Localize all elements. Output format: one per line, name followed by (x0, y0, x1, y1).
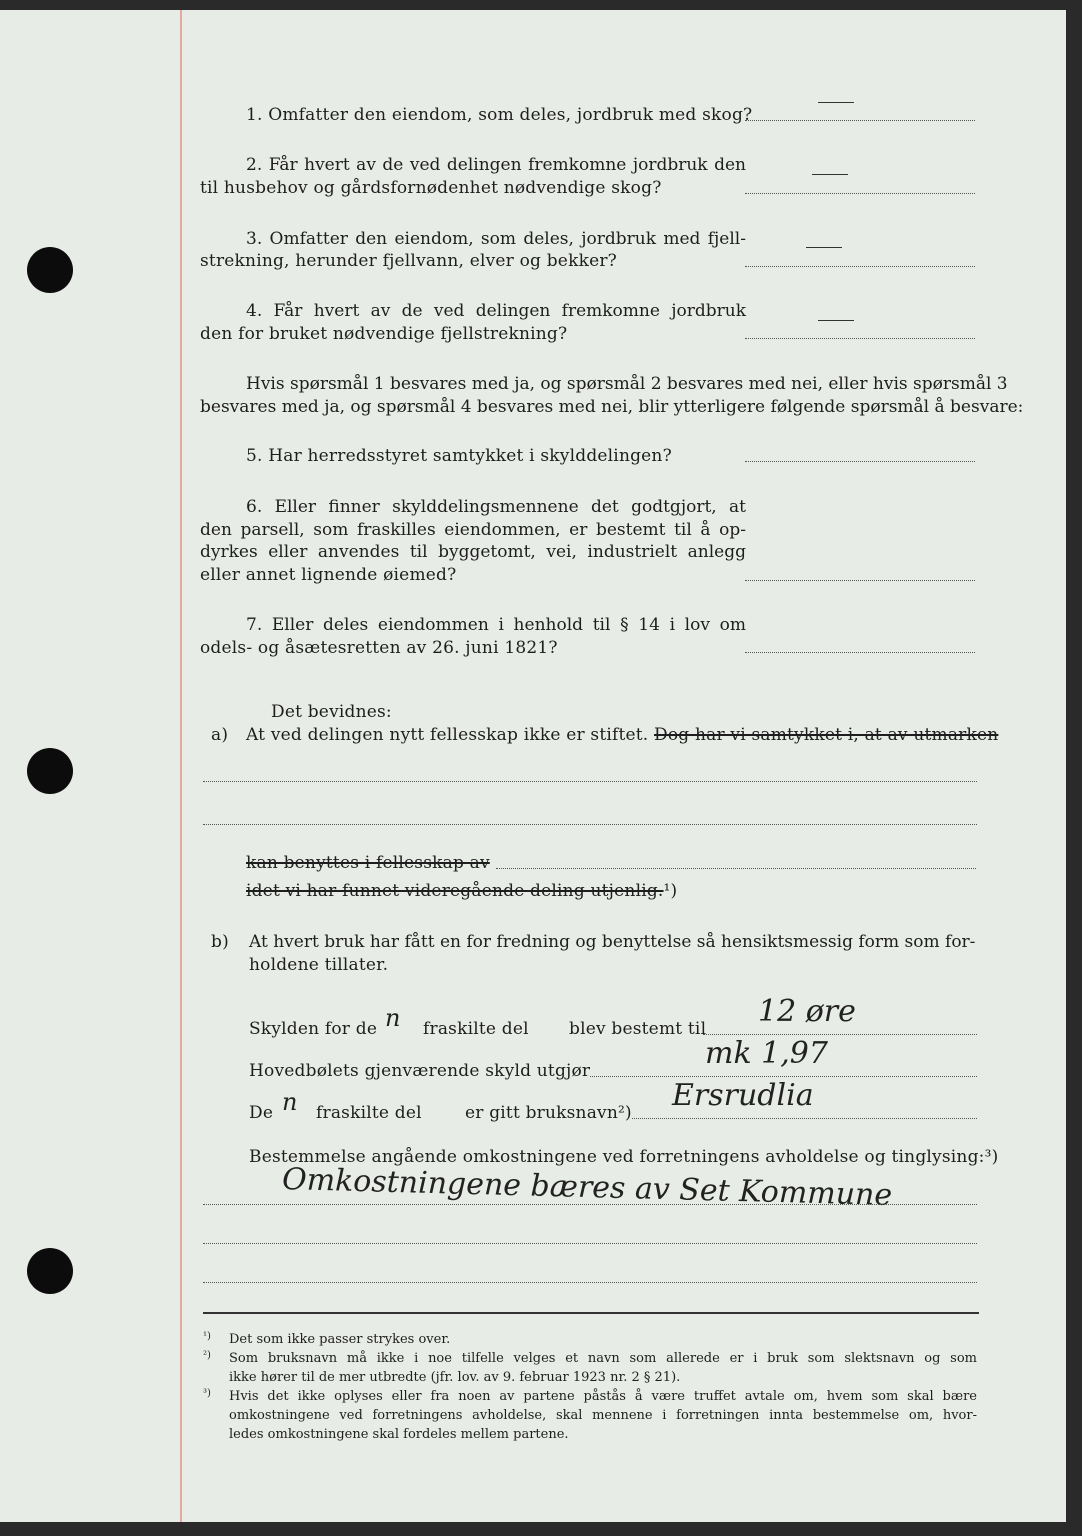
footnote-1-mark: ¹) (203, 1331, 211, 1342)
skyld-line (703, 1034, 977, 1035)
struck-fellesskap: kan benyttes i fellesskap av (246, 853, 490, 873)
form-page (0, 10, 1066, 1522)
bestemmelse-label: Bestemmelse angående omkostningene ved forretningens avholdelse og tinglysing:³) (249, 1147, 999, 1167)
bruksnavn-label-b: fraskilte del (316, 1103, 422, 1123)
punch-hole (27, 1248, 73, 1294)
bruksnavn-label-c: er gitt bruksnavn²) (465, 1103, 632, 1123)
skyld-label-a: Skylden for de (249, 1019, 378, 1039)
answer-line-4 (745, 338, 975, 339)
struck-deling-text: idet vi har funnet videregående deling utjenlig. (246, 881, 664, 901)
hovedbol-value: mk 1,97 (705, 1036, 828, 1071)
footnote-2-line1: Som bruksnavn må ikke i noe tilfelle velges et navn som allerede er i bruk som slektsnavn og som (229, 1351, 977, 1366)
punch-hole (27, 247, 73, 293)
blank-line (496, 868, 976, 869)
item-b-line2: holdene tillater. (249, 955, 389, 975)
footnote-2-mark: ²) (203, 1350, 211, 1361)
question-7-line2: odels- og åsætesretten av 26. juni 1821? (200, 638, 558, 658)
question-6-line2: den parsell, som fraskilles eiendommen, er bestemt til å op- (200, 520, 746, 540)
answer-line-7 (745, 652, 975, 653)
blank-line (203, 1243, 977, 1244)
margin-line (180, 10, 182, 1522)
skyld-handwritten-n: n (385, 1004, 401, 1032)
hovedbol-line (590, 1076, 977, 1077)
answer-line-1 (745, 120, 975, 121)
item-b-line1: At hvert bruk har fått en for fredning og benyttelse så hensiktsmessig form som for- (249, 932, 976, 952)
answer-dash-4 (818, 320, 854, 321)
skyld-label-b: fraskilte del (423, 1019, 529, 1039)
blank-line (203, 781, 977, 782)
footnote-1: Det som ikke passer strykes over. (229, 1332, 451, 1347)
footnote-2-line2: ikke hører til de mer utbredte (jfr. lov. av 9. februar 1923 nr. 2 § 21). (229, 1370, 681, 1385)
question-4-line2: den for bruket nødvendige fjellstrekning? (200, 324, 568, 344)
answer-line-3 (745, 266, 975, 267)
footnote-3-line1: Hvis det ikke oplyses eller fra noen av partene påstås å være truffet avtale om, hvem som skal bære (229, 1389, 977, 1404)
blank-line (203, 1282, 977, 1283)
item-a-label: a) (211, 725, 229, 745)
skyld-label-c: blev bestemt til (569, 1019, 707, 1039)
question-4-line1: 4. Får hvert av de ved delingen fremkomne jordbruk (246, 301, 746, 321)
question-3-line2: strekning, herunder fjellvann, elver og bekker? (200, 251, 617, 271)
bruksnavn-value: Ersrudlia (672, 1078, 814, 1113)
answer-line-5 (745, 461, 975, 462)
question-7-line1: 7. Eller deles eiendommen i henhold til § 14 i lov om (246, 615, 746, 635)
item-a-text (246, 724, 998, 746)
answer-dash-3 (806, 247, 842, 248)
footnote-ref-1: ¹) (663, 881, 678, 901)
bestemmelse-value: Omkostningene bæres av Set Kommune (281, 1162, 893, 1213)
bruksnavn-line (632, 1118, 977, 1119)
footnote-rule (203, 1312, 979, 1314)
footnote-3-line3: ledes omkostningene skal fordeles mellem partene. (229, 1427, 569, 1442)
blank-line (203, 1204, 977, 1205)
question-2-line1: 2. Får hvert av de ved delingen fremkomne jordbruk den (246, 155, 746, 175)
answer-line-2 (745, 193, 975, 194)
skyld-value: 12 øre (758, 994, 856, 1029)
instruction-line1: Hvis spørsmål 1 besvares med ja, og spørsmål 2 besvares med nei, eller hvis spørsmål 3 (246, 374, 1008, 394)
answer-dash-2 (812, 174, 848, 175)
item-a-struck-text: Dog har vi samtykket i, at av utmarken (654, 725, 999, 745)
hovedbol-label: Hovedbølets gjenværende skyld utgjør (249, 1061, 591, 1081)
answer-line-6 (745, 580, 975, 581)
instruction-line2: besvares med ja, og spørsmål 4 besvares med nei, blir ytterligere følgende spørsmål å besvare: (200, 397, 1024, 417)
question-6-line3: dyrkes eller anvendes til byggetomt, vei, industrielt anlegg (200, 542, 746, 562)
question-6-line1: 6. Eller finner skylddelingsmennene det godtgjort, at (246, 497, 746, 517)
punch-hole (27, 748, 73, 794)
question-1: 1. Omfatter den eiendom, som deles, jordbruk med skog? (246, 105, 753, 125)
bruksnavn-label-a: De (249, 1103, 274, 1123)
question-3-line1: 3. Omfatter den eiendom, som deles, jordbruk med fjell- (246, 229, 746, 249)
item-b-label: b) (211, 932, 229, 952)
answer-dash-1 (818, 102, 854, 103)
footnote-3-line2: omkostningene ved forretningens avholdelse, skal mennene i forretningen innta bestemmelse om, hvor- (229, 1408, 977, 1423)
item-a-statement: At ved delingen nytt fellesskap ikke er stiftet. (246, 725, 649, 745)
bruksnavn-handwritten-n: n (282, 1088, 298, 1116)
footnote-3-mark: ³) (203, 1388, 211, 1399)
question-2-line2: til husbehov og gårdsfornødenhet nødvendige skog? (200, 178, 662, 198)
question-6-line4: eller annet lignende øiemed? (200, 565, 457, 585)
struck-deling (246, 880, 677, 902)
blank-line (203, 824, 977, 825)
bevidnes-heading: Det bevidnes: (271, 702, 392, 722)
question-5: 5. Har herredsstyret samtykket i skylddelingen? (246, 446, 672, 466)
